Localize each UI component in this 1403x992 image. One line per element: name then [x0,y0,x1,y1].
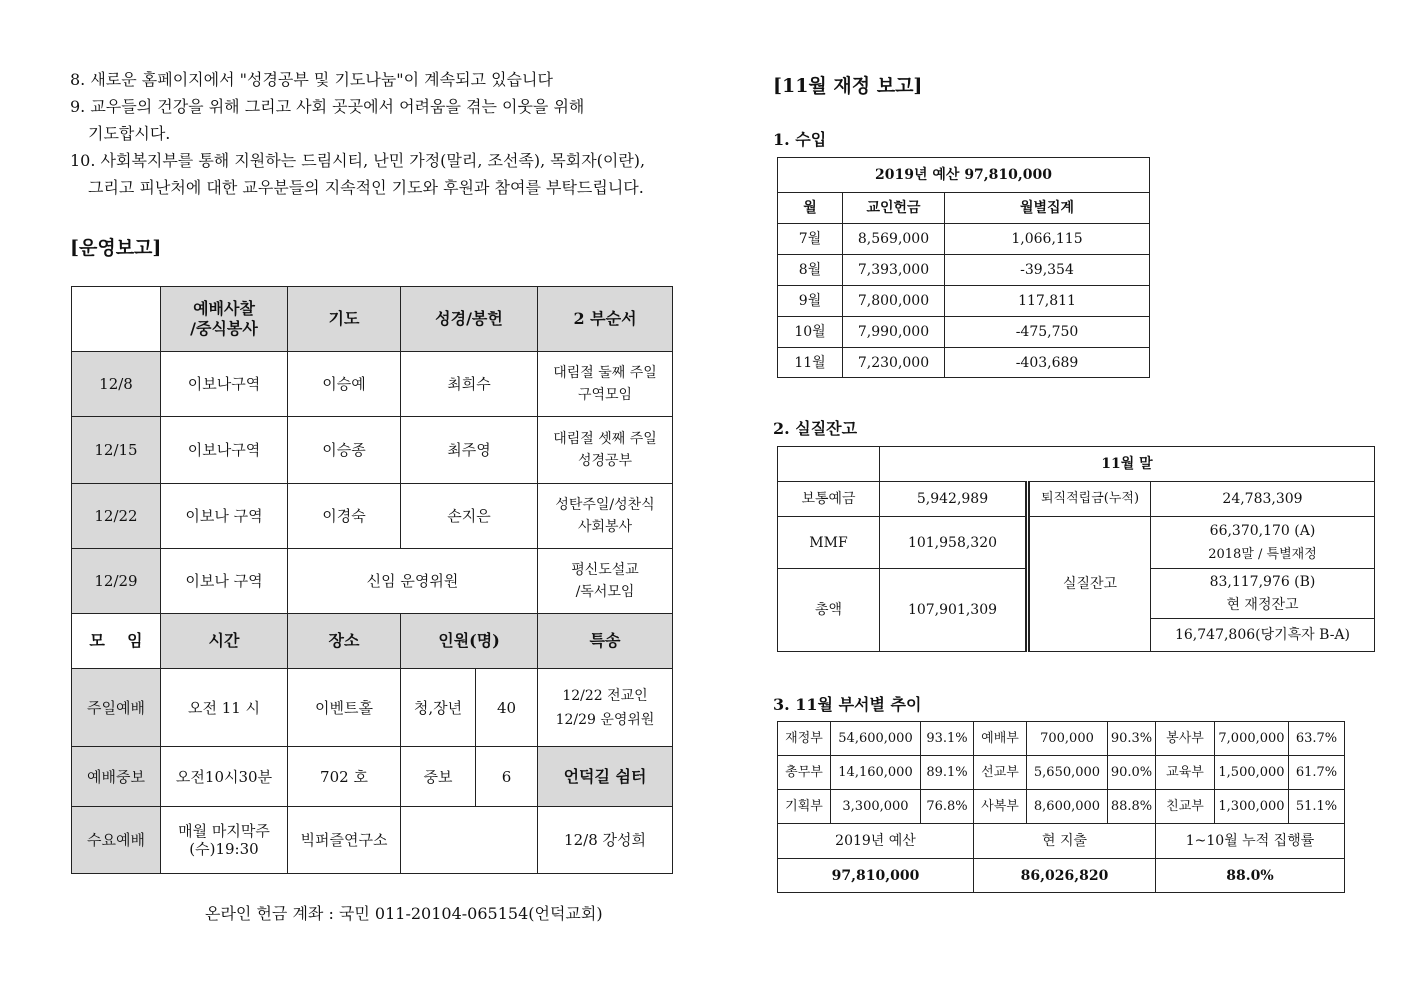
part2-cell [538,549,673,614]
dept-name: 총무부 [778,756,831,790]
summary-spent-value: 86,026,820 [974,859,1156,893]
prayer-cell: 이승종 [288,417,401,484]
table-row [72,747,673,807]
header-worship-line2: /중식봉사 [190,319,258,338]
header-part2: 2 부순서 [538,287,673,352]
part2-cell [538,417,673,484]
people-header: 인원(명) [401,614,538,669]
meeting-time [161,807,288,874]
cash-header: 교인헌금 [843,193,945,224]
part2-cell [538,352,673,417]
dept-name: 교육부 [1156,756,1215,790]
operations-table [71,286,673,874]
table-row [778,756,1345,790]
header-bible: 성경/봉헌 [401,287,538,352]
operations-title: [운영보고] [70,237,162,259]
month-cell: 10월 [778,317,843,348]
date-cell: 12/8 [72,352,161,417]
worship-cell: 이보나구역 [161,417,288,484]
dept-amount: 14,160,000 [831,756,921,790]
b-value [1151,569,1375,619]
b-line2: 현 재정잔고 [1226,596,1299,613]
mmf-value: 101,958,320 [880,517,1028,569]
dept-name: 봉사부 [1156,722,1215,756]
date-cell: 12/22 [72,484,161,549]
time-line1: 매월 마지막주 [178,822,270,840]
prayer-cell: 이경숙 [288,484,401,549]
notice-9: 9. 교우들의 건강을 위해 그리고 사회 곳곳에서 어려움을 겪는 이웃을 위해 [70,97,585,116]
table-row [778,790,1345,824]
month-header: 월 [778,193,843,224]
dept-name: 재정부 [778,722,831,756]
meeting-special: 12/8 강성희 [538,807,673,874]
table-row [778,255,1150,286]
place-header: 장소 [288,614,401,669]
cash-cell: 7,800,000 [843,286,945,317]
table-row [778,317,1150,348]
dept-name: 사복부 [974,790,1027,824]
part2-line2: 성경공부 [577,453,633,469]
bible-cell: 최희수 [401,352,538,417]
real-balance-label: 실질잔고 [1028,517,1151,652]
meeting-place: 빅퍼즐연구소 [288,807,401,874]
income-table [777,157,1150,378]
table-row [778,482,1375,517]
summary-budget-value: 97,810,000 [778,859,974,893]
table-row [72,352,673,417]
dept-amount: 8,600,000 [1027,790,1108,824]
part2-line1: 성탄주일/성찬식 [555,497,655,513]
summary-spent-header: 현 지출 [974,824,1156,859]
part2-line1: 대림절 둘째 주일 [553,365,657,381]
month-cell: 8월 [778,255,843,286]
diff-value: 16,747,806(당기흑자 B-A) [1151,619,1375,652]
retire-value: 24,783,309 [1151,482,1375,517]
total-label: 총액 [778,569,880,652]
worship-cell: 이보나 구역 [161,484,288,549]
b-line1: 83,117,976 (B) [1209,573,1316,590]
departments-title: 3. 11월 부서별 추이 [773,695,922,714]
a-value [1151,517,1375,569]
dept-rate: 88.8% [1108,790,1156,824]
prayer-cell: 이승예 [288,352,401,417]
table-row [72,549,673,614]
bible-cell: 최주영 [401,417,538,484]
meeting-name: 주일예배 [72,669,161,747]
dept-rate: 51.1% [1289,790,1345,824]
table-row [72,484,673,549]
mmf-label: MMF [778,517,880,569]
meeting-count: 6 [476,747,538,807]
balance-title: 2. 실질잔고 [773,419,858,438]
meeting-group [401,807,538,874]
part2-line2: /독서모임 [575,584,635,600]
monthly-cell: -403,689 [945,348,1150,378]
meeting-group: 중보 [401,747,476,807]
header-worship [161,287,288,352]
balance-header: 11월 말 [880,447,1375,482]
dept-amount: 1,300,000 [1215,790,1289,824]
deposit-value: 5,942,989 [880,482,1028,517]
corner-cell [72,287,161,352]
notice-9-cont: 기도합시다. [88,124,171,143]
summary-rate-header: 1~10월 누적 집행률 [1156,824,1345,859]
monthly-cell: 117,811 [945,286,1150,317]
finance-title: [11월 재정 보고] [773,75,923,97]
bible-cell: 손지은 [401,484,538,549]
header-prayer: 기도 [288,287,401,352]
meeting-name: 수요예배 [72,807,161,874]
dept-rate: 76.8% [921,790,974,824]
cash-cell: 7,230,000 [843,348,945,378]
table-row [72,669,673,747]
meeting-time: 오전 11 시 [161,669,288,747]
date-cell: 12/29 [72,549,161,614]
dept-rate: 90.3% [1108,722,1156,756]
date-cell: 12/15 [72,417,161,484]
notice-8: 8. 새로운 홈페이지에서 "성경공부 및 기도나눔"이 계속되고 있습니다 [70,70,553,89]
meeting-count: 40 [476,669,538,747]
table-row [778,348,1150,378]
summary-budget-header: 2019년 예산 [778,824,974,859]
a-line2: 2018말 / 특별재정 [1208,546,1317,562]
dept-name: 기획부 [778,790,831,824]
special-line2: 12/29 운영위원 [555,711,655,728]
dept-rate: 61.7% [1289,756,1345,790]
summary-rate-value: 88.0% [1156,859,1345,893]
meeting-group: 청,장년 [401,669,476,747]
time-line2: (수)19:30 [189,840,259,858]
dept-amount: 3,300,000 [831,790,921,824]
cash-cell: 8,569,000 [843,224,945,255]
table-row [72,807,673,874]
monthly-cell: -39,354 [945,255,1150,286]
budget-line: 2019년 예산 97,810,000 [778,158,1150,193]
dept-amount: 700,000 [1027,722,1108,756]
table-row [778,286,1150,317]
deposit-label: 보통예금 [778,482,880,517]
part2-line1: 평신도설교 [571,562,639,578]
meeting-special [538,669,673,747]
meeting-place: 이벤트홀 [288,669,401,747]
dept-name: 선교부 [974,756,1027,790]
part2-cell [538,484,673,549]
dept-amount: 5,650,000 [1027,756,1108,790]
meeting-name: 예배중보 [72,747,161,807]
dept-amount: 54,600,000 [831,722,921,756]
monthly-cell: -475,750 [945,317,1150,348]
dept-rate: 90.0% [1108,756,1156,790]
time-header: 시간 [161,614,288,669]
cash-cell: 7,393,000 [843,255,945,286]
dept-rate: 89.1% [921,756,974,790]
meeting-special: 언덕길 쉼터 [538,747,673,807]
part2-line2: 사회봉사 [577,519,633,535]
merged-cell: 신임 운영위원 [288,549,538,614]
header-worship-line1: 예배사찰 [193,299,255,318]
part2-line1: 대림절 셋째 주일 [553,431,657,447]
special-header: 특송 [538,614,673,669]
dept-amount: 1,500,000 [1215,756,1289,790]
month-cell: 9월 [778,286,843,317]
table-row [778,517,1375,569]
month-cell: 7월 [778,224,843,255]
meeting-place: 702 호 [288,747,401,807]
online-account: 온라인 헌금 계좌 : 국민 011-20104-065154(언덕교회) [205,904,603,923]
special-line1: 12/22 전교인 [562,687,648,704]
departments-table [777,721,1345,893]
notice-10: 10. 사회복지부를 통해 지원하는 드림시티, 난민 가정(말리, 조선족), 목회자(이란), [70,151,646,170]
monthly-cell: 1,066,115 [945,224,1150,255]
dept-name: 친교부 [1156,790,1215,824]
retire-label: 퇴직적립금(누적) [1028,482,1151,517]
worship-cell: 이보나구역 [161,352,288,417]
month-cell: 11월 [778,348,843,378]
table-row [778,224,1150,255]
monthly-header: 월별집계 [945,193,1150,224]
meeting-header: 모 임 [72,614,161,669]
part2-line2: 구역모임 [577,387,633,403]
cash-cell: 7,990,000 [843,317,945,348]
notice-10-cont: 그리고 피난처에 대한 교우분들의 지속적인 기도와 후원과 참여를 부탁드립니다. [88,178,644,197]
balance-table [777,446,1375,652]
income-title: 1. 수입 [773,130,827,149]
meeting-time: 오전10시30분 [161,747,288,807]
table-row [72,417,673,484]
worship-cell: 이보나 구역 [161,549,288,614]
dept-rate: 93.1% [921,722,974,756]
dept-amount: 7,000,000 [1215,722,1289,756]
a-line1: 66,370,170 (A) [1209,522,1316,539]
table-row [778,722,1345,756]
dept-name: 예배부 [974,722,1027,756]
dept-rate: 63.7% [1289,722,1345,756]
corner-cell [778,447,880,482]
total-value: 107,901,309 [880,569,1028,652]
